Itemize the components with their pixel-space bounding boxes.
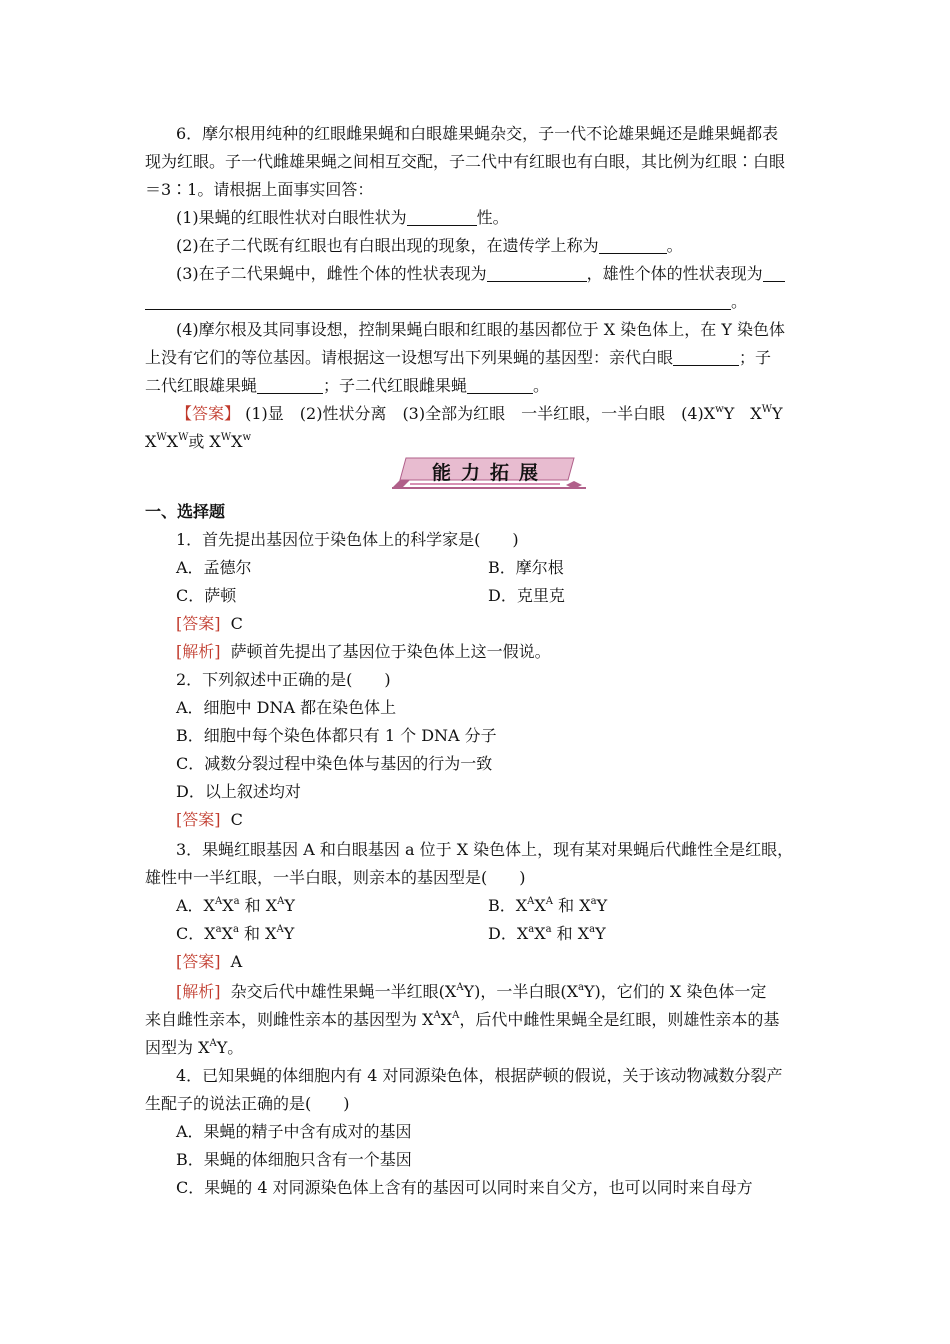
blank: [467, 377, 533, 394]
q4-option-b: [176, 1150, 816, 1170]
q2-option-b-text: B．细胞中每个染色体都只有 1 个 DNA 分子: [176, 726, 497, 745]
q6-answer: [176, 404, 816, 424]
q6-part-3-cont: [145, 292, 815, 312]
q3-stem-line-2: [145, 868, 815, 888]
superscript: A: [456, 982, 464, 993]
q1-options-row-2: [176, 586, 816, 606]
superscript: W: [761, 404, 772, 415]
superscript: W: [178, 432, 189, 443]
q6-part-4-line-3: [145, 376, 815, 396]
q3-option-b: B．$X^AX^A$ 和 $X^aY$: [488, 896, 608, 915]
blank: [145, 293, 731, 310]
q4-option-a: [176, 1122, 816, 1142]
superscript: A: [209, 1038, 217, 1049]
q2-option-b: [176, 726, 816, 746]
answer-label: [答案]: [176, 614, 221, 633]
q6-answer-text-2: Y X: [723, 404, 762, 423]
blank: [407, 209, 477, 226]
q6-answer-text-3: Y: [771, 404, 783, 423]
q4-option-c-text: C．果蝇的 4 对同源染色体上含有的基因可以同时来自父方，也可以同时来自母方: [176, 1178, 753, 1197]
q1-stem-text: 1．首先提出基因位于染色体上的科学家是( ): [176, 530, 519, 549]
q2-option-c: [176, 754, 816, 774]
blank: [487, 265, 587, 282]
q3-options-row-2: [176, 924, 816, 944]
blank: [257, 377, 323, 394]
q3-analysis-text-1b: Y)，一半白眼(X: [463, 982, 578, 1001]
q1-answer: [176, 614, 816, 634]
q3-analysis-text-2a: 来自雌性亲本，则雌性亲本的基因型为 X: [145, 1010, 434, 1029]
q4-option-c: [176, 1178, 816, 1198]
q3-analysis-text-2c: ，后代中雌性果蝇全是红眼，则雄性亲本的基: [459, 1010, 780, 1029]
q3-option-a: A．$X^AX^a$ 和 $X^AY$: [176, 896, 295, 915]
q2-option-d-text: D．以上叙述均对: [176, 782, 301, 801]
q3-analysis-line-2: [145, 1010, 815, 1030]
superscript: w: [715, 404, 724, 415]
q2-option-c-text: C．减数分裂过程中染色体与基因的行为一致: [176, 754, 493, 773]
q6-answer-cont: [145, 432, 815, 452]
section-banner: [390, 454, 590, 490]
q6-p3-text-2: ，雄性个体的性状表现为: [586, 264, 763, 283]
answer-label: [答案]: [176, 810, 221, 829]
q3-stem-text-1: 3．果蝇红眼基因 A 和白眼基因 a 位于 X 染色体上，现有某对果蝇后代雌性全是红眼，: [176, 840, 794, 859]
q6-stem-text-3: ＝3∶1。请根据上面事实回答：: [145, 180, 374, 199]
superscript: A: [433, 1010, 441, 1021]
q6-part-2: [176, 236, 816, 256]
banner-title: 能力拓展: [431, 462, 548, 484]
q3-stem-line-1: [176, 840, 816, 860]
q2-stem-text: 2．下列叙述中正确的是( ): [176, 670, 391, 689]
answer-label: [答案]: [176, 952, 221, 971]
q3-answer: [176, 952, 816, 972]
q3-analysis-text-1a: 杂交后代中雄性果蝇一半红眼(X: [230, 982, 457, 1001]
section-title: [145, 502, 815, 522]
q1-stem: [176, 530, 816, 550]
blank: [599, 237, 667, 254]
q4-stem-text-2: 生配子的说法正确的是( ): [145, 1094, 350, 1113]
q3-answer-value: A: [230, 952, 243, 971]
q4-stem-text-1: 4．已知果蝇的体细胞内有 4 对同源染色体，根据萨顿的假说，关于该动物减数分裂产: [176, 1066, 783, 1085]
q6-answer2-text-c: 或 X: [188, 432, 221, 451]
q6-part-4-line-2: [145, 348, 815, 368]
q6-stem-line-3: [145, 180, 815, 200]
q6-p4-text-2b: ；子: [739, 348, 772, 367]
blank: [673, 349, 739, 366]
superscript: a: [578, 982, 584, 993]
q1-option-c: C．萨顿: [176, 586, 237, 605]
q6-p4-text-3b: ；子二代红眼雌果蝇: [323, 376, 468, 395]
q6-stem-line-2: [145, 152, 815, 172]
q6-p1-text: (1)果蝇的红眼性状对白眼性状为: [176, 208, 407, 227]
q1-analysis: [176, 642, 816, 662]
section-title-text: 一、选择题: [145, 502, 226, 521]
q1-option-d: D．克里克: [488, 586, 565, 605]
q2-stem: [176, 670, 816, 690]
q4-stem-line-1: [176, 1066, 816, 1086]
q6-p4-text-3: 二代红眼雄果蝇: [145, 376, 258, 395]
q6-p1-suffix: 性。: [476, 208, 509, 227]
q3-options-row-1: [176, 896, 816, 916]
superscript: W: [220, 432, 232, 443]
q2-answer-value: C: [230, 810, 243, 829]
q6-stem-text-2: 现为红眼。子一代雌雄果蝇之间相互交配，子二代中有红眼也有白眼，其比例为红眼∶白眼: [145, 152, 786, 171]
q2-option-a: [176, 698, 816, 718]
q1-option-a: A．孟德尔: [176, 558, 252, 577]
q6-stem-line-1: [176, 124, 816, 144]
q3-analysis-text-2b: X: [440, 1010, 453, 1029]
q6-p3-text: (3)在子二代果蝇中，雌性个体的性状表现为: [176, 264, 487, 283]
superscript: A: [452, 1010, 460, 1021]
q4-stem-line-2: [145, 1094, 815, 1114]
q3-option-c: C．$X^aX^a$ 和 $X^AY$: [176, 924, 295, 943]
superscript: w: [242, 432, 252, 443]
blank: [763, 265, 785, 282]
q3-analysis-text-3b: Y。: [216, 1038, 244, 1057]
q6-part-1: [176, 208, 816, 228]
q3-analysis-line-3: [145, 1038, 815, 1058]
answer-label: 【答案】: [176, 404, 241, 423]
q2-option-a-text: A．细胞中 DNA 都在染色体上: [176, 698, 397, 717]
q6-answer2-text-d: X: [231, 432, 243, 451]
analysis-label: [解析]: [176, 982, 221, 1001]
q6-answer-text: (1)显 (2)性状分离 (3)全部为红眼 一半红眼，一半白眼 (4)X: [245, 404, 716, 423]
superscript: W: [156, 432, 167, 443]
q4-option-a-text: A．果蝇的精子中含有成对的基因: [176, 1122, 412, 1141]
q3-analysis-text-1c: Y)，它们的 X 染色体一定: [583, 982, 767, 1001]
q3-option-d: D．$X^aX^a$ 和 $X^aY$: [488, 924, 606, 943]
q6-p3-end: 。: [731, 292, 748, 311]
q6-p4-text-2: 上没有它们的等位基因。请根据这一设想写出下列果蝇的基因型：亲代白眼: [145, 348, 674, 367]
q3-stem-text-2: 雄性中一半红眼，一半白眼，则亲本的基因型是( ): [145, 868, 526, 887]
q6-stem-text-1: 6．摩尔根用纯种的红眼雌果蝇和白眼雄果蝇杂交，子一代不论雄果蝇还是雌果蝇都表: [176, 124, 779, 143]
q3-analysis-line-1: [176, 982, 816, 1002]
q1-option-b: B．摩尔根: [488, 558, 564, 577]
q6-answer2-text-b: X: [166, 432, 179, 451]
q4-option-b-text: B．果蝇的体细胞只含有一个基因: [176, 1150, 412, 1169]
q1-options-row-1: [176, 558, 816, 578]
q3-analysis-text-3a: 因型为 X: [145, 1038, 210, 1057]
q2-answer: [176, 810, 816, 830]
q6-p2-suffix: 。: [666, 236, 683, 255]
q1-answer-value: C: [230, 614, 243, 633]
q6-part-4-line-1: [176, 320, 816, 340]
q6-answer2-text: X: [145, 432, 157, 451]
q6-p4-text-3c: 。: [533, 376, 550, 395]
q6-p2-text: (2)在子二代既有红眼也有白眼出现的现象，在遗传学上称为: [176, 236, 599, 255]
q6-p4-text-1: (4)摩尔根及其同事设想，控制果蝇白眼和红眼的基因都位于 X 染色体上，在 Y 染色体: [176, 320, 785, 339]
q2-option-d: [176, 782, 816, 802]
q1-analysis-text: 萨顿首先提出了基因位于染色体上这一假说。: [230, 642, 551, 661]
q6-part-3: [176, 264, 816, 284]
analysis-label: [解析]: [176, 642, 221, 661]
